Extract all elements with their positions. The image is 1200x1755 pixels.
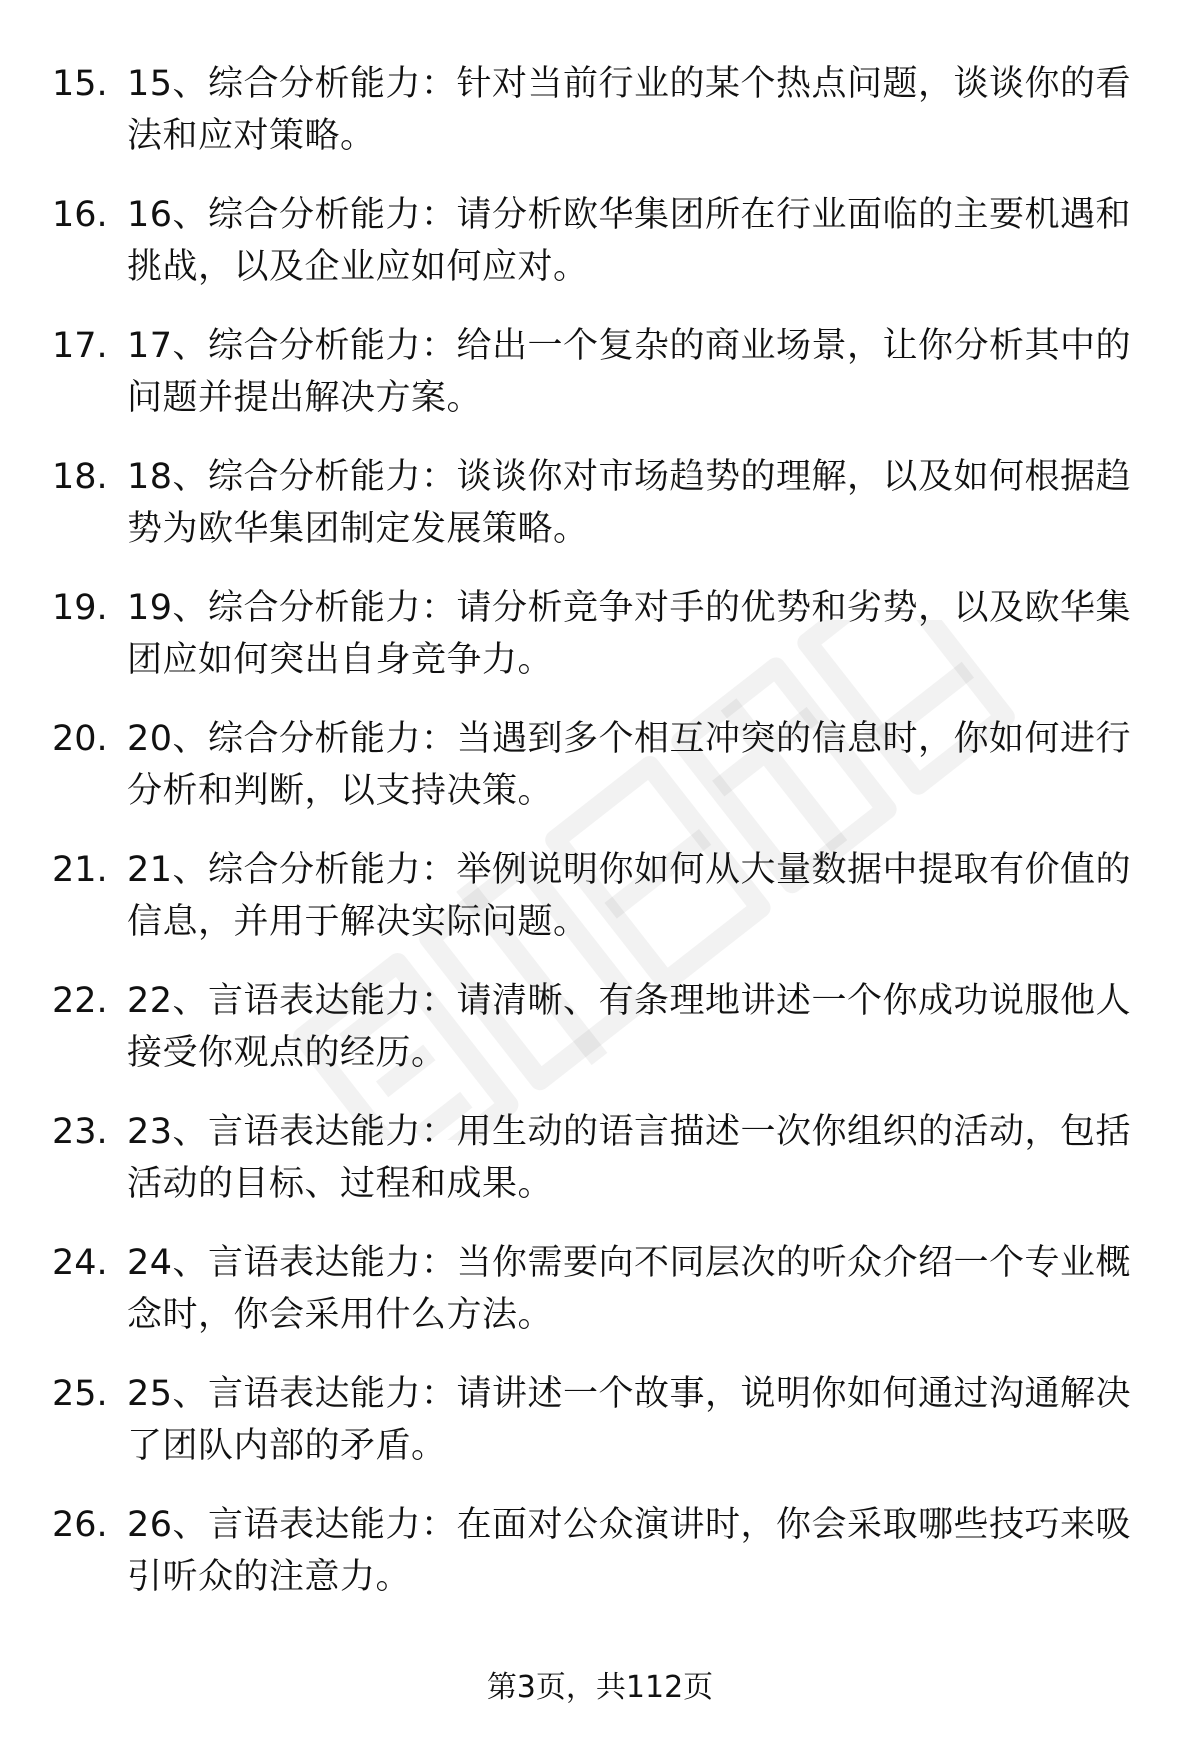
item-text: 22、言语表达能力：请清晰、有条理地讲述一个你成功说服他人接受你观点的经历。 [127, 981, 1132, 1073]
list-item [0, 1368, 1200, 1499]
item-text: 17、综合分析能力：给出一个复杂的商业场景，让你分析其中的问题并提出解决方案。 [127, 326, 1132, 418]
item-number: 21. [52, 850, 108, 890]
item-text: 21、综合分析能力：举例说明你如何从大量数据中提取有价值的信息，并用于解决实际问题。 [127, 850, 1132, 942]
item-text: 24、言语表达能力：当你需要向不同层次的听众介绍一个专业概念时，你会采用什么方法。 [127, 1243, 1132, 1335]
item-number: 26. [52, 1505, 108, 1545]
item-number: 25. [52, 1374, 108, 1414]
item-text: 23、言语表达能力：用生动的语言描述一次你组织的活动，包括活动的目标、过程和成果。 [127, 1112, 1132, 1204]
list-item [0, 189, 1200, 320]
item-number: 17. [52, 326, 108, 366]
list-item [0, 451, 1200, 582]
list-item [0, 582, 1200, 713]
item-text: 25、言语表达能力：请讲述一个故事，说明你如何通过沟通解决了团队内部的矛盾。 [127, 1374, 1132, 1466]
page-footer: 第3页，共112页 [486, 1670, 714, 1705]
question-list [0, 58, 1200, 1630]
list-item [0, 713, 1200, 844]
list-item [0, 975, 1200, 1106]
item-number: 16. [52, 195, 108, 235]
item-text: 15、综合分析能力：针对当前行业的某个热点问题，谈谈你的看法和应对策略。 [127, 64, 1132, 156]
item-text: 20、综合分析能力：当遇到多个相互冲突的信息时，你如何进行分析和判断，以支持决策。 [127, 719, 1132, 811]
list-item [0, 1499, 1200, 1630]
item-number: 22. [52, 981, 108, 1021]
list-item [0, 1106, 1200, 1237]
list-item [0, 58, 1200, 189]
item-number: 24. [52, 1243, 108, 1283]
list-item [0, 844, 1200, 975]
item-text: 16、综合分析能力：请分析欧华集团所在行业面临的主要机遇和挑战，以及企业应如何应对。 [127, 195, 1132, 287]
list-item [0, 1237, 1200, 1368]
item-number: 20. [52, 719, 108, 759]
item-number: 18. [52, 457, 108, 497]
item-text: 18、综合分析能力：谈谈你对市场趋势的理解，以及如何根据趋势为欧华集团制定发展策略。 [127, 457, 1132, 549]
item-number: 19. [52, 588, 108, 628]
item-text: 26、言语表达能力：在面对公众演讲时，你会采取哪些技巧来吸引听众的注意力。 [127, 1505, 1132, 1597]
item-text: 19、综合分析能力：请分析竞争对手的优势和劣势，以及欧华集团应如何突出自身竞争力。 [127, 588, 1132, 680]
item-number: 23. [52, 1112, 108, 1152]
item-number: 15. [52, 64, 108, 104]
list-item [0, 320, 1200, 451]
